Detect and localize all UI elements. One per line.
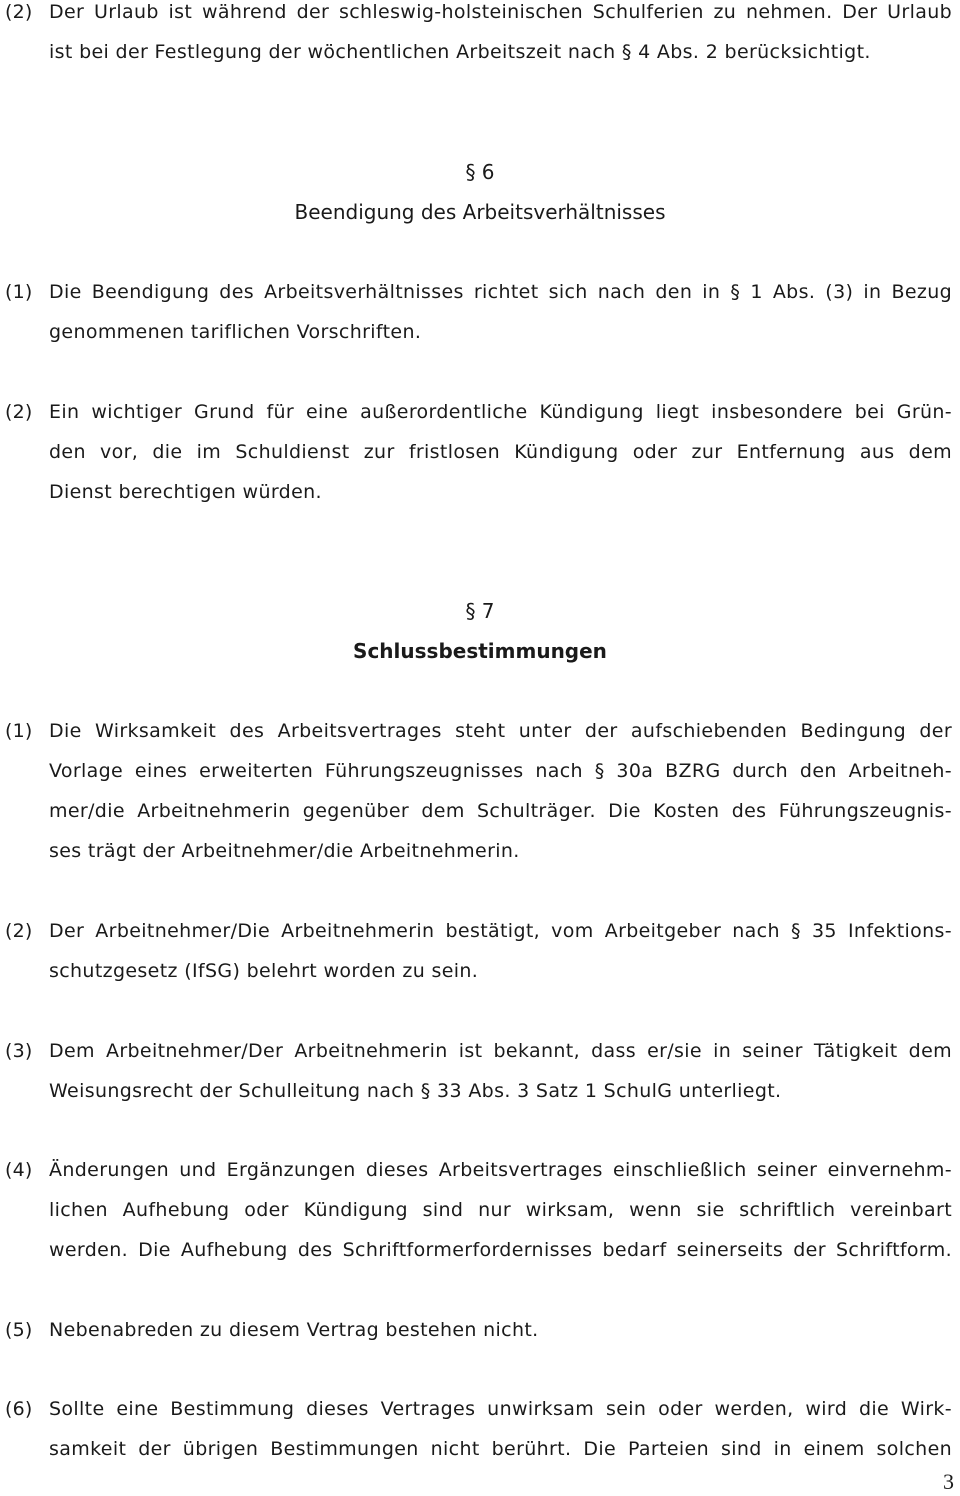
paragraph-line: werden. Die Aufhebung des Schriftformerfordernisses bedarf seinerseits der Schriftform. [49, 1239, 952, 1261]
page-number: 3 [943, 1469, 954, 1494]
paragraph-number: (1) [5, 720, 33, 742]
paragraph-line: Vorlage eines erweiterten Führungszeugnisses nach § 30a BZRG durch den Arbeitneh- [49, 760, 952, 782]
section-7-title: Schlussbestimmungen [353, 639, 607, 663]
paragraph-line: ist bei der Festlegung der wöchentlichen Arbeitszeit nach § 4 Abs. 2 berücksichtigt. [49, 41, 871, 63]
paragraph-line: Der Urlaub ist während der schleswig-holsteinischen Schulferien zu nehmen. Der Urlaub [49, 1, 952, 23]
paragraph-line: Ein wichtiger Grund für eine außerordentliche Kündigung liegt insbesondere bei Grün- [49, 401, 952, 423]
paragraph-line: samkeit der übrigen Bestimmungen nicht berührt. Die Parteien sind in einem solchen [49, 1438, 952, 1460]
paragraph-line: Sollte eine Bestimmung dieses Vertrages unwirksam sein oder werden, wird die Wirk- [49, 1398, 952, 1420]
paragraph-line: Die Wirksamkeit des Arbeitsvertrages steht unter der aufschiebenden Bedingung der [49, 720, 952, 742]
paragraph-number: (6) [5, 1398, 33, 1420]
paragraph-line: schutzgesetz (IfSG) belehrt worden zu sein. [49, 960, 479, 982]
paragraph-line: lichen Aufhebung oder Kündigung sind nur wirksam, wenn sie schriftlich vereinbart [49, 1199, 952, 1221]
paragraph-line: Weisungsrecht der Schulleitung nach § 33 Abs. 3 Satz 1 SchulG unterliegt. [49, 1080, 782, 1102]
paragraph-line: Nebenabreden zu diesem Vertrag bestehen nicht. [49, 1319, 539, 1341]
paragraph-number: (2) [5, 1, 33, 23]
paragraph-number: (4) [5, 1159, 33, 1181]
section-7-symbol: § 7 [465, 599, 495, 623]
paragraph-number: (2) [5, 401, 33, 423]
paragraph-number: (1) [5, 281, 33, 303]
paragraph-line: Dienst berechtigen würden. [49, 481, 322, 503]
paragraph-line: Der Arbeitnehmer/Die Arbeitnehmerin bestätigt, vom Arbeitgeber nach § 35 Infektions- [49, 920, 952, 942]
paragraph-number: (5) [5, 1319, 33, 1341]
paragraph-number: (2) [5, 920, 33, 942]
paragraph-line: den vor, die im Schuldienst zur fristlosen Kündigung oder zur Entfernung aus dem [49, 441, 952, 463]
paragraph-number: (3) [5, 1040, 33, 1062]
section-6-title: Beendigung des Arbeitsverhältnisses [294, 200, 666, 224]
paragraph-line: mer/die Arbeitnehmerin gegenüber dem Schulträger. Die Kosten des Führungszeugnis- [49, 800, 952, 822]
paragraph-line: genommenen tariflichen Vorschriften. [49, 321, 422, 343]
section-6-symbol: § 6 [465, 160, 495, 184]
paragraph-line: ses trägt der Arbeitnehmer/die Arbeitnehmerin. [49, 840, 520, 862]
paragraph-line: Dem Arbeitnehmer/Der Arbeitnehmerin ist bekannt, dass er/sie in seiner Tätigkeit dem [49, 1040, 952, 1062]
paragraph-line: Änderungen und Ergänzungen dieses Arbeitsvertrages einschließlich seiner einvernehm- [49, 1159, 952, 1181]
paragraph-line: Die Beendigung des Arbeitsverhältnisses richtet sich nach den in § 1 Abs. (3) in Bezug [49, 281, 952, 303]
